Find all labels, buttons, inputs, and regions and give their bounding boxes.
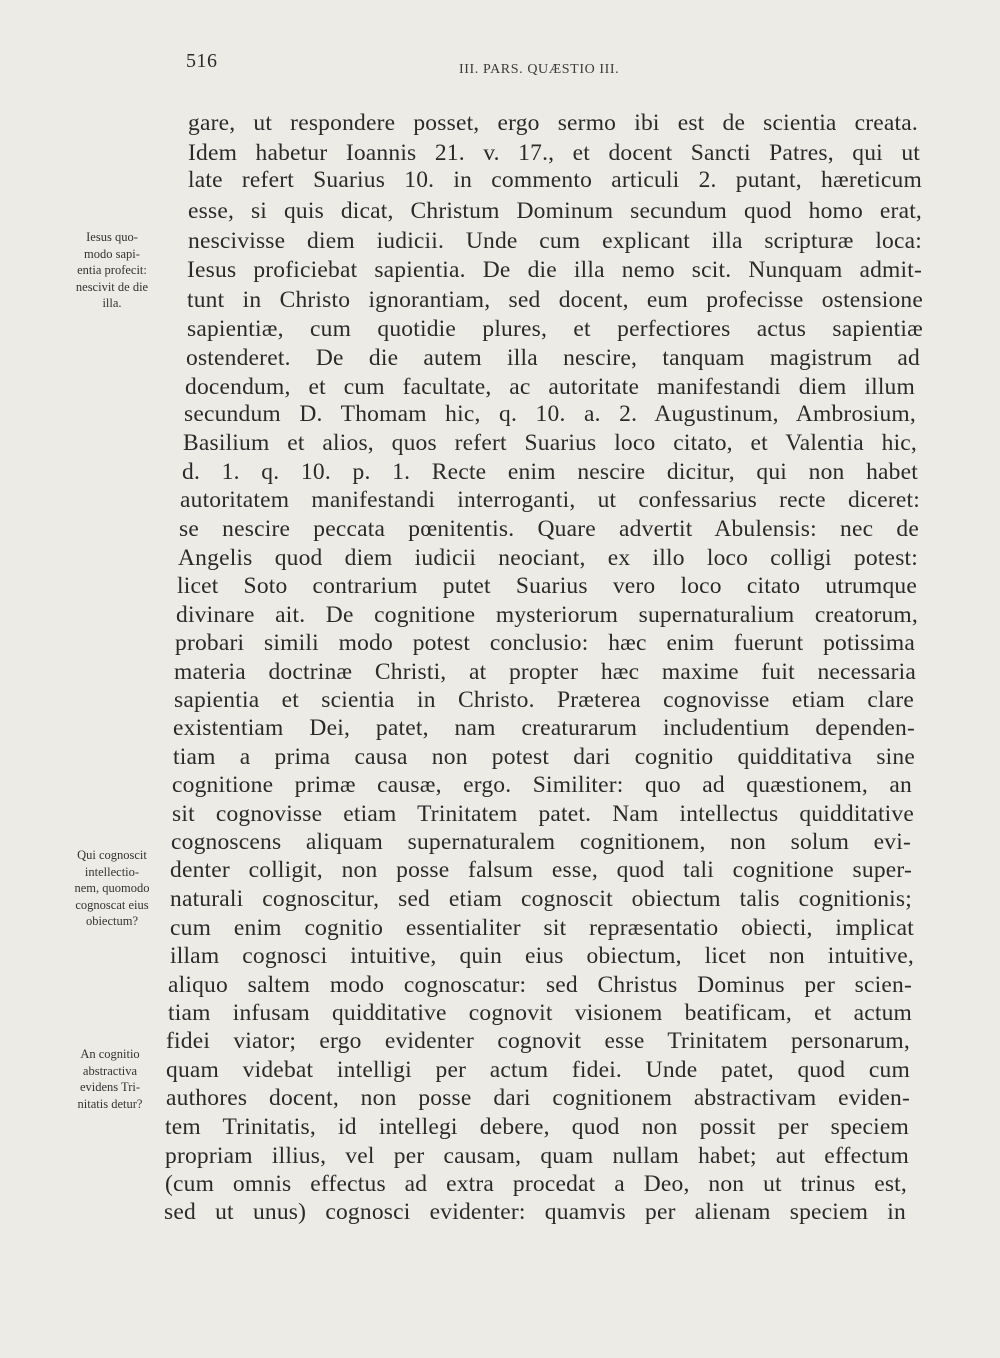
body-line: Idem habetur Ioannis 21. v. 17., et docent Sancti Patres, qui ut <box>188 140 920 166</box>
margin-note-line: nem, quomodo <box>74 881 150 895</box>
margin-note-line: cognoscat eius <box>75 897 149 912</box>
body-line: denter colligit, non posse falsum esse, quod tali cognitione super- <box>170 857 912 883</box>
body-line: Basilium et alios, quos refert Suarius loco citato, et Valentia hic, <box>183 430 917 456</box>
margin-note-line: abstractiva <box>82 1063 138 1078</box>
body-line: cognitione primæ causæ, ergo. Similiter: quo ad quæstionem, an <box>172 772 912 798</box>
body-line: probari simili modo potest conclusio: hæc enim fuerunt potissima <box>175 630 915 656</box>
body-line: aliquo saltem modo cognoscatur: sed Christus Dominus per scien- <box>168 972 912 998</box>
body-line: propriam illius, vel per causam, quam nullam habet; aut effectum <box>165 1143 909 1169</box>
body-line: licet Soto contrarium putet Suarius vero loco citato utrumque <box>177 573 917 599</box>
body-line: existentiam Dei, patet, nam creaturarum includentium dependen- <box>173 715 915 741</box>
body-line: divinare ait. De cognitione mysteriorum supernaturalium creatorum, <box>176 602 918 628</box>
body-line: Angelis quod diem iudicii neociant, ex illo loco colligi potest: <box>178 545 918 571</box>
body-line: sapientiæ, cum quotidie plures, et perfectiores actus sapientiæ <box>187 316 923 342</box>
body-line: docendum, et cum facultate, ac autoritate manifestandi diem illum <box>185 374 915 400</box>
margin-note-line: nescivit de die <box>75 279 149 294</box>
body-line: d. 1. q. 10. p. 1. Recte enim nescire dicitur, qui non habet <box>182 459 918 485</box>
running-head: III. PARS. QUÆSTIO III. <box>459 62 620 77</box>
body-line: esse, si quis dicat, Christum Dominum secundum quod homo erat, <box>188 198 922 224</box>
margin-note-line: modo sapi- <box>84 246 140 261</box>
margin-note <box>58 847 166 930</box>
margin-note-line: obiectum? <box>85 914 139 928</box>
body-line: cognoscens aliquam supernaturalem cognitionem, non solum evi- <box>171 829 911 855</box>
margin-note-line: entia profecit: <box>77 263 147 277</box>
body-line: materia doctrinæ Christi, at propter hæc maxime fuit necessaria <box>174 659 916 685</box>
margin-note-line: Iesus quo- <box>86 230 138 244</box>
body-line: quam videbat intelligi per actum fidei. Unde patet, quod cum <box>166 1057 910 1083</box>
body-line: tiam infusam quidditative cognovit visionem beatificam, et actum <box>168 1000 912 1026</box>
margin-note <box>58 229 166 312</box>
margin-note-line: nitatis detur? <box>77 1096 143 1111</box>
body-line: (cum omnis effectus ad extra procedat a Deo, non ut trinus est, <box>165 1171 907 1197</box>
margin-note-line: An cognitio <box>80 1047 140 1061</box>
page-number: 516 <box>186 50 218 72</box>
margin-note-line: illa. <box>102 296 122 310</box>
body-line: ostenderet. De die autem illa nescire, tanquam magistrum ad <box>186 345 920 371</box>
margin-note-line: intellectio- <box>84 864 140 879</box>
body-line: se nescire peccata pœnitentis. Quare advertit Abulensis: nec de <box>179 516 919 542</box>
body-line: autoritatem manifestandi interroganti, ut confessarius recte diceret: <box>180 487 920 513</box>
body-line: illam cognosci intuitive, quin eius obiectum, licet non intuitive, <box>170 943 914 969</box>
body-line: late refert Suarius 10. in commento articuli 2. putant, hæreticum <box>188 167 922 193</box>
margin-note-line: evidens Tri- <box>79 1080 141 1094</box>
body-line: tiam a prima causa non potest dari cognitio quidditativa sine <box>173 744 915 770</box>
margin-note-line: Qui cognoscit <box>77 848 147 862</box>
body-line: naturali cognoscitur, sed etiam cognoscit obiectum talis cognitionis; <box>170 886 912 912</box>
body-line: authores docent, non posse dari cognitionem abstractivam eviden- <box>166 1085 910 1111</box>
body-line: fidei viator; ergo evidenter cognovit esse Trinitatem personarum, <box>166 1028 910 1054</box>
margin-note <box>56 1046 164 1112</box>
body-line: sapientia et scientia in Christo. Præterea cognovisse etiam clare <box>174 687 914 713</box>
body-line: gare, ut respondere posset, ergo sermo ibi est de scientia creata. <box>188 110 918 136</box>
body-line: sit cognovisse etiam Trinitatem patet. Nam intellectus quidditative <box>172 801 914 827</box>
body-line: tunt in Christo ignorantiam, sed docent, eum profecisse ostensione <box>187 287 923 313</box>
body-line: Iesus proficiebat sapientia. De die illa nemo scit. Nunquam admit- <box>187 257 922 283</box>
body-line: tem Trinitatis, id intellegi debere, quod non possit per speciem <box>165 1114 909 1140</box>
body-line: cum enim cognitio essentialiter sit repræsentatio obiecti, implicat <box>170 915 914 941</box>
body-line: nescivisse diem iudicii. Unde cum explicant illa scripturæ loca: <box>188 228 922 254</box>
body-line: secundum D. Thomam hic, q. 10. a. 2. Augustinum, Ambrosium, <box>184 401 916 427</box>
body-line: sed ut unus) cognosci evidenter: quamvis per alienam speciem in <box>164 1199 906 1225</box>
